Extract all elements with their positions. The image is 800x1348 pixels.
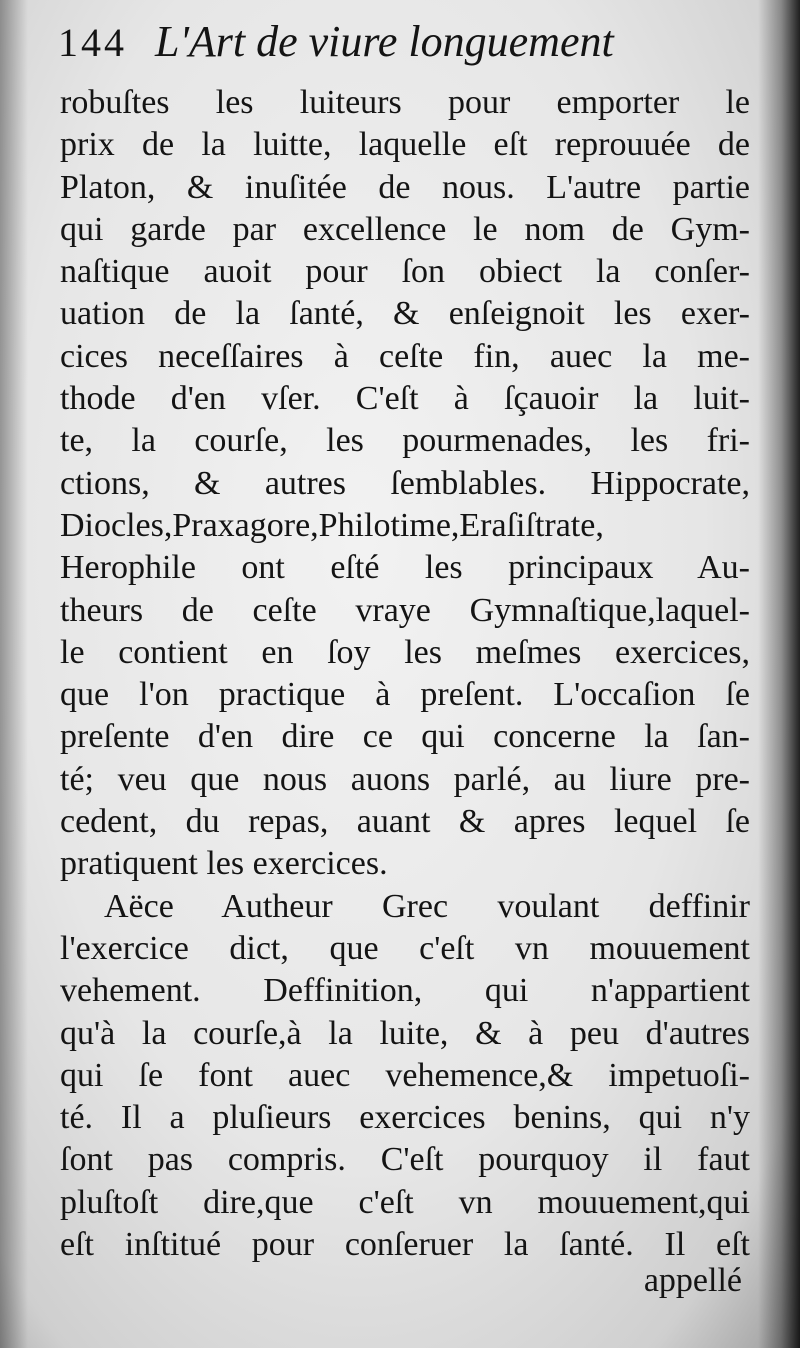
text-line: uation de la ſanté, & enſeignoit les exer- xyxy=(60,295,750,333)
text-line: qui ſe font auec vehemence,& impetuoſi- xyxy=(60,1056,750,1094)
page-header xyxy=(58,16,738,80)
text-line: naſtique auoit pour ſon obiect la conſer- xyxy=(60,253,750,291)
text-line: Diocles,Praxagore,Philotime,Eraſiſtrate, xyxy=(60,506,604,544)
text-line: cedent, du repas, auant & apres lequel ſe xyxy=(60,803,750,841)
text-line: té; veu que nous auons parlé, au liure pre- xyxy=(60,760,750,798)
text-line: eſt inſtitué pour conſeruer la ſanté. Il eſt xyxy=(60,1226,750,1264)
text-line: prix de la luitte, laquelle eſt reprouuée de xyxy=(60,126,750,164)
text-line: preſente d'en dire ce qui concerne la ſan- xyxy=(60,718,750,756)
page-number: 144 xyxy=(58,20,127,65)
text-line: ctions, & autres ſemblables. Hippocrate, xyxy=(60,464,750,502)
text-line: pluſtoſt dire,que c'eſt vn mouuement,qui xyxy=(60,1183,750,1221)
text-line: Platon, & inuſitée de nous. L'autre partie xyxy=(60,168,750,206)
text-line: robuſtes les luiteurs pour emporter le xyxy=(60,84,750,121)
text-line: té. Il a pluſieurs exercices benins, qui n'y xyxy=(60,1099,750,1137)
text-line: ſont pas compris. C'eſt pourquoy il faut xyxy=(60,1141,750,1179)
text-line: thode d'en vſer. C'eſt à ſçauoir la luit- xyxy=(60,380,750,418)
text-line: qui garde par excellence le nom de Gym- xyxy=(60,210,750,248)
text-line: Herophile ont eſté les principaux Au- xyxy=(60,549,750,587)
text-line: vehement. Deffinition, qui n'appartient xyxy=(60,972,750,1010)
page-shadow-left xyxy=(0,0,28,1348)
body-text xyxy=(60,82,750,1266)
text-line: theurs de ceſte vraye Gymnaſtique,laquel- xyxy=(60,591,750,629)
paragraph-start-line: Aëce Autheur Grec voulant deffinir xyxy=(104,887,750,925)
text-line: te, la courſe, les pourmenades, les fri- xyxy=(60,422,750,460)
text-line: l'exercice dict, que c'eſt vn mouuement xyxy=(60,929,750,967)
text-line: cices neceſſaires à ceſte fin, auec la me- xyxy=(60,337,750,375)
text-line: qu'à la courſe,à la luite, & à peu d'autres xyxy=(60,1014,750,1052)
running-title: L'Art de viure longuement xyxy=(155,17,614,66)
paragraph-end-line: pratiquent les exercices. xyxy=(60,845,388,883)
page-shadow-right xyxy=(758,0,800,1348)
text-line: le contient en ſoy les meſmes exercices, xyxy=(60,633,750,671)
catchword: appellé xyxy=(643,1262,742,1299)
text-line: que l'on practique à preſent. L'occaſion ſe xyxy=(60,676,750,714)
